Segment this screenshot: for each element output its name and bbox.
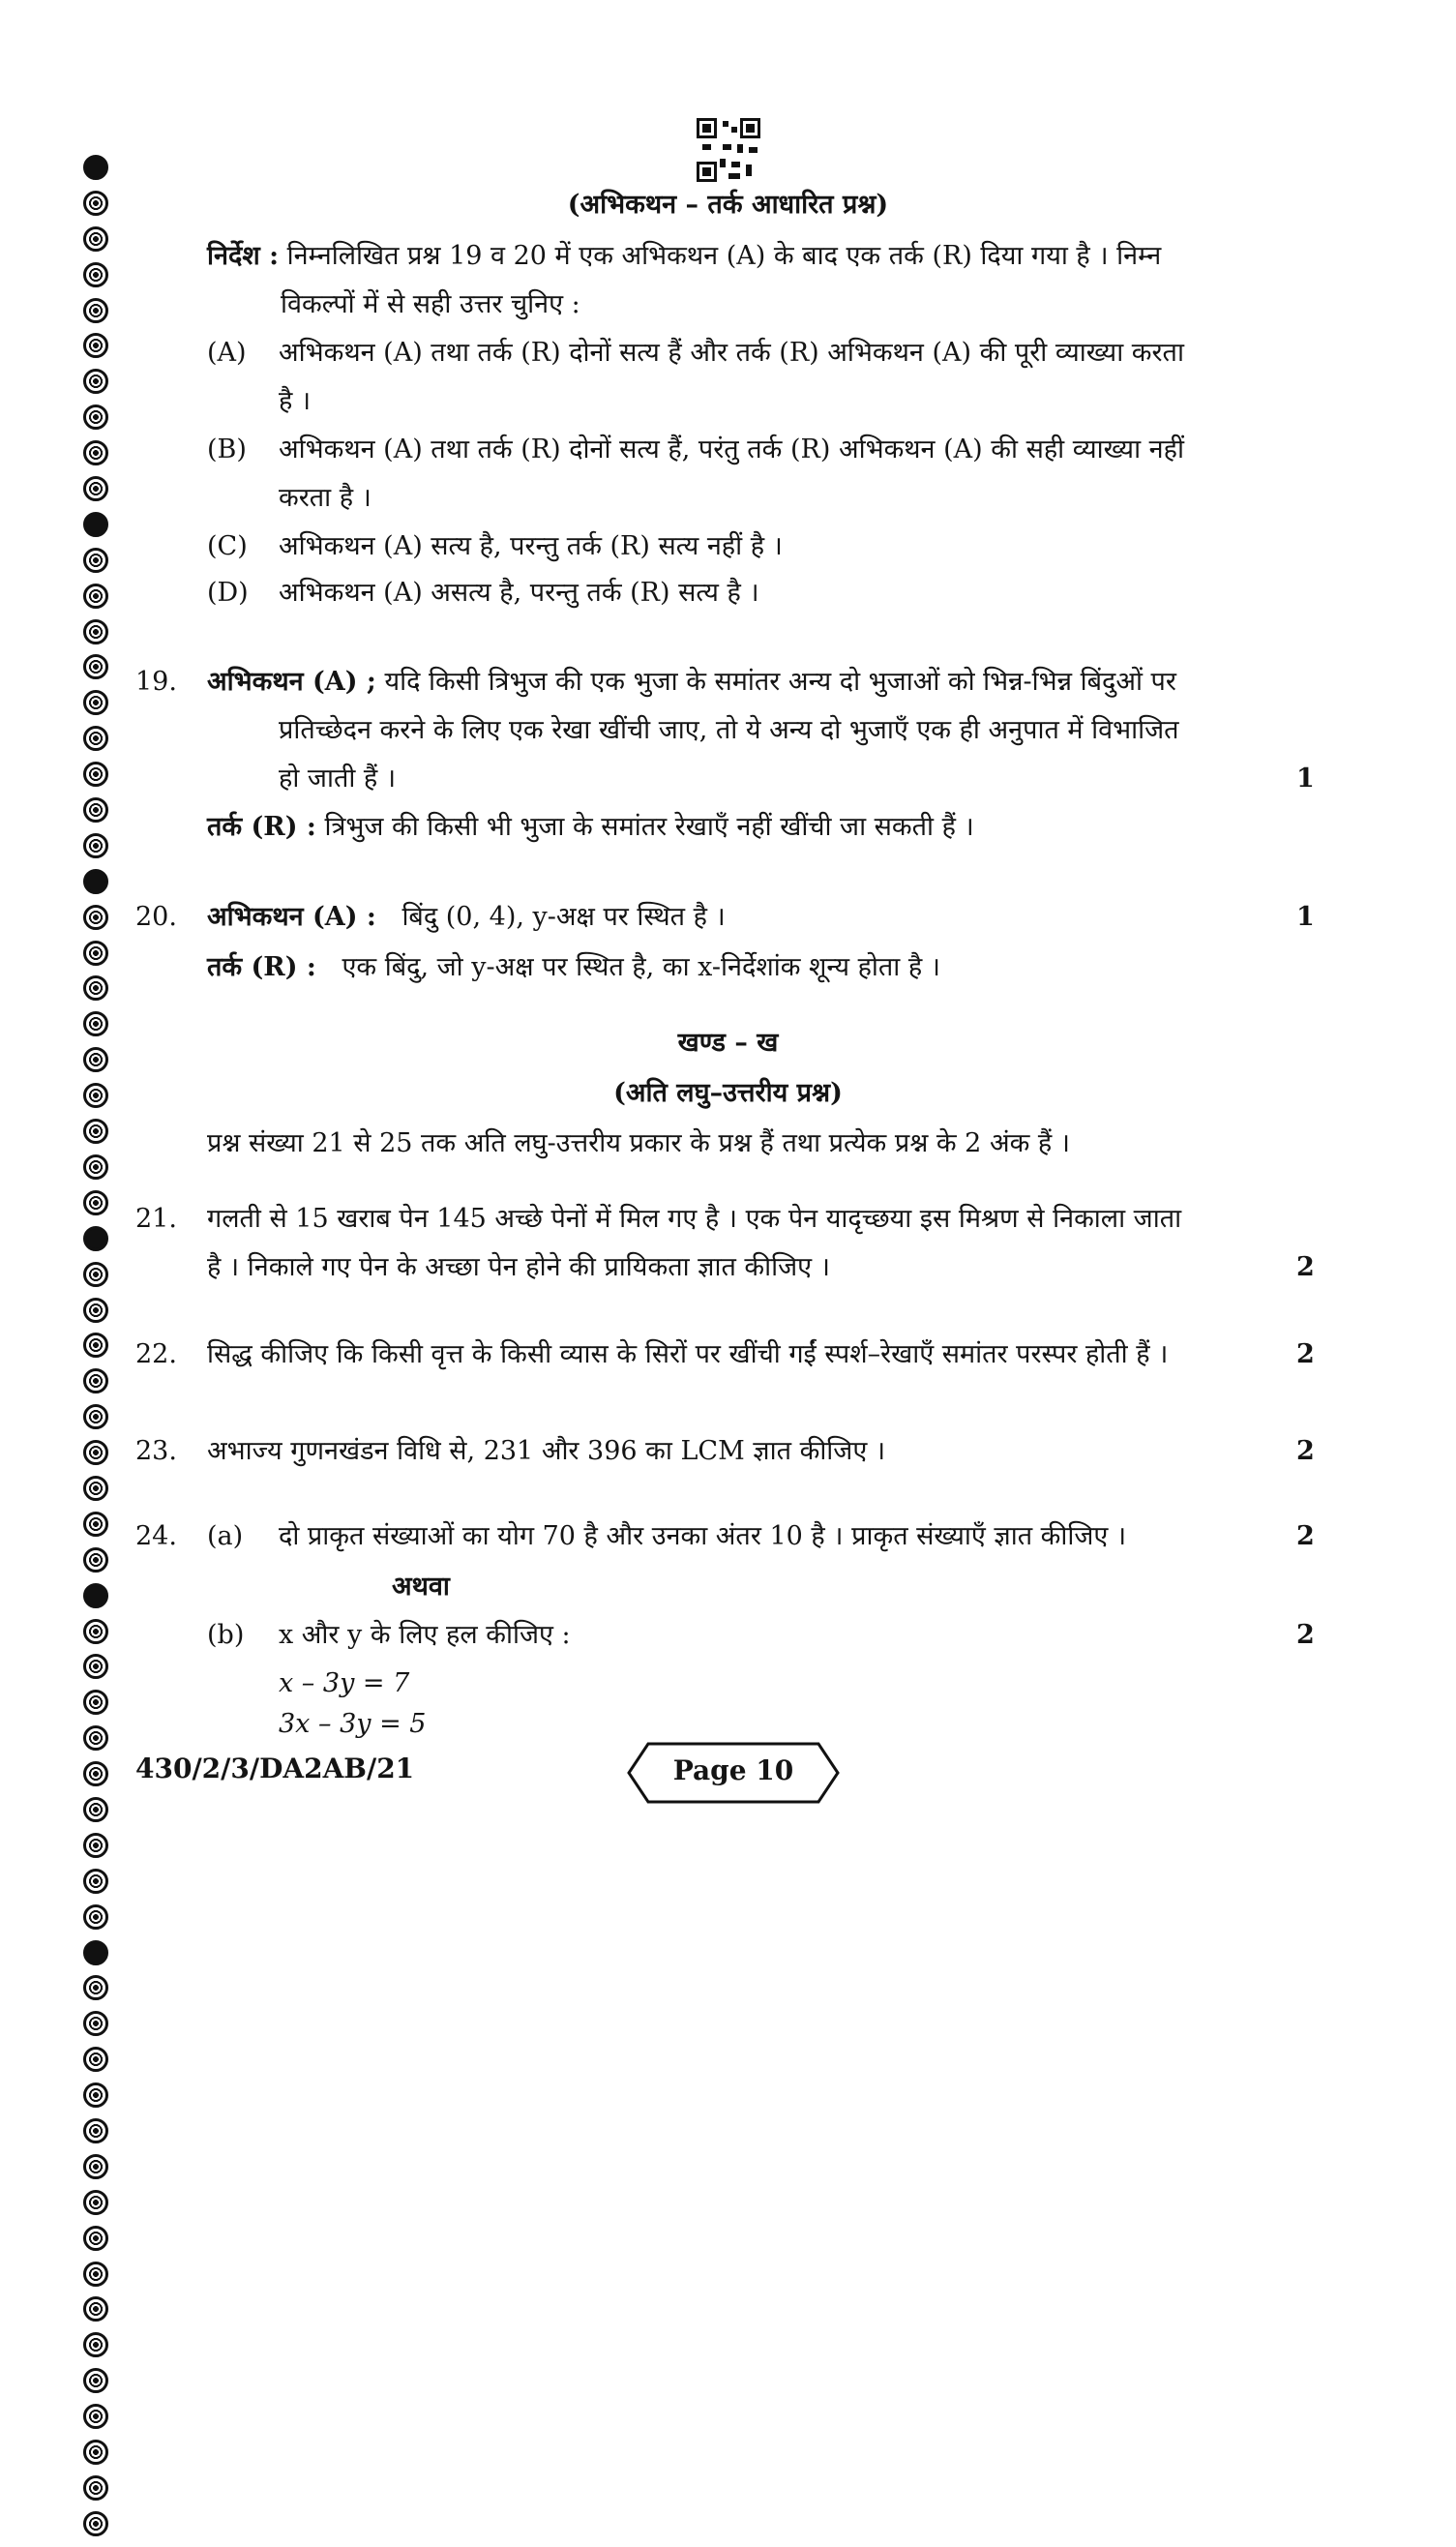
marks: 2 — [1296, 1339, 1315, 1369]
qr-code-icon — [697, 118, 760, 182]
option-text: अभिकथन (A) सत्य है, परन्तु तर्क (R) सत्य नहीं है । — [279, 531, 783, 561]
q21-line1: गलती से 15 खराब पेन 145 अच्छे पेनों में मिल गए है । एक पेन यादृच्छया इस मिश्रण से निकाला जाता — [207, 1204, 1182, 1234]
section-b-subtitle: (अति लघु–उत्तरीय प्रश्न) — [613, 1078, 843, 1108]
reason-label: तर्क (R) : — [207, 952, 316, 982]
option-key: (C) — [207, 531, 248, 561]
marks: 1 — [1296, 902, 1315, 932]
assertion-line2: प्रतिच्छेदन करने के लिए एक रेखा खींची जाए, तो ये अन्य दो भुजाएँ एक ही अनुपात में विभाजित — [279, 715, 1179, 745]
assertion-label: अभिकथन (A) ; — [207, 667, 376, 697]
option-text: अभिकथन (A) असत्य है, परन्तु तर्क (R) सत्य है । — [279, 578, 759, 608]
or-label: अथवा — [392, 1572, 450, 1602]
option-text: है । — [279, 386, 312, 416]
q22-text: सिद्ध कीजिए कि किसी वृत्त के किसी व्यास के सिरों पर खींची गईं स्पर्श–रेखाएँ समांतर परस्पर होती हैं । — [207, 1339, 1169, 1369]
marks: 2 — [1296, 1521, 1315, 1551]
directions — [207, 237, 1161, 275]
assertion-label: अभिकथन (A) : — [207, 902, 376, 932]
option-key: (A) — [207, 338, 247, 368]
reason-text: त्रिभुज की किसी भी भुजा के समांतर रेखाएँ नहीं खींची जा सकती हैं । — [324, 812, 974, 842]
q19-assertion — [207, 663, 1176, 701]
equation-1: x – 3y = 7 — [279, 1668, 410, 1698]
directions-line2: विकल्पों में से सही उत्तर चुनिए : — [281, 289, 580, 319]
directions-line1: निम्नलिखित प्रश्न 19 व 20 में एक अभिकथन (A) के बाद एक तर्क (R) दिया गया है । निम्न — [286, 241, 1162, 271]
q21-line2: है । निकाले गए पेन के अच्छा पेन होने की प्रायिकता ज्ञात कीजिए । — [207, 1252, 830, 1282]
option-key: (D) — [207, 578, 249, 608]
assertion-line1: यदि किसी त्रिभुज की एक भुजा के समांतर अन्य दो भुजाओं को भिन्न-भिन्न बिंदुओं पर — [384, 667, 1176, 697]
marks: 2 — [1296, 1620, 1315, 1650]
page-number: Page 10 — [672, 1754, 794, 1786]
question-number: 20. — [135, 902, 177, 932]
q19-reason — [207, 808, 974, 846]
marks: 2 — [1296, 1436, 1315, 1466]
directions-label: निर्देश : — [207, 241, 280, 271]
section-title: (अभिकथन – तर्क आधारित प्रश्न) — [567, 190, 889, 220]
q24b-text: x और y के लिए हल कीजिए : — [279, 1620, 571, 1650]
option-text: अभिकथन (A) तथा तर्क (R) दोनों सत्य हैं, परंतु तर्क (R) अभिकथन (A) की सही व्याख्या नहीं — [279, 434, 1184, 464]
option-text: करता है । — [279, 483, 371, 513]
option-key: (B) — [207, 434, 247, 464]
paper-code: 430/2/3/DA2AB/21 — [135, 1753, 415, 1784]
marks: 2 — [1296, 1252, 1315, 1282]
question-number: 21. — [135, 1204, 177, 1234]
option-key: (b) — [207, 1620, 245, 1650]
q23-text: अभाज्य गुणनखंडन विधि से, 231 और 396 का LCM ज्ञात कीजिए । — [207, 1436, 886, 1466]
question-number: 22. — [135, 1339, 177, 1369]
section-b-note: प्रश्न संख्या 21 से 25 तक अति लघु-उत्तरीय प्रकार के प्रश्न हैं तथा प्रत्येक प्रश्न के 2 अंक हैं । — [207, 1128, 1071, 1158]
reason-text: एक बिंदु, जो y-अक्ष पर स्थित है, का x-निर्देशांक शून्य होता है । — [342, 952, 941, 982]
marks: 1 — [1296, 764, 1315, 794]
q24a-text: दो प्राकृत संख्याओं का योग 70 है और उनका अंतर 10 है । प्राकृत संख्याएँ ज्ञात कीजिए । — [279, 1521, 1127, 1551]
q20-assertion — [207, 898, 726, 936]
equation-2: 3x – 3y = 5 — [279, 1709, 427, 1739]
question-number: 19. — [135, 667, 177, 697]
q20-reason — [207, 948, 940, 986]
reason-label: तर्क (R) : — [207, 812, 316, 842]
question-number: 23. — [135, 1436, 177, 1466]
binder-rings — [83, 155, 122, 2547]
section-b-title: खण्ड – ख — [677, 1028, 779, 1058]
assertion-text: बिंदु (0, 4), y-अक्ष पर स्थित है । — [401, 902, 726, 932]
question-number: 24. — [135, 1521, 177, 1551]
assertion-line3: हो जाती हैं । — [279, 764, 397, 794]
option-text: अभिकथन (A) तथा तर्क (R) दोनों सत्य हैं और तर्क (R) अभिकथन (A) की पूरी व्याख्या करता — [279, 338, 1184, 368]
option-key: (a) — [207, 1521, 244, 1551]
